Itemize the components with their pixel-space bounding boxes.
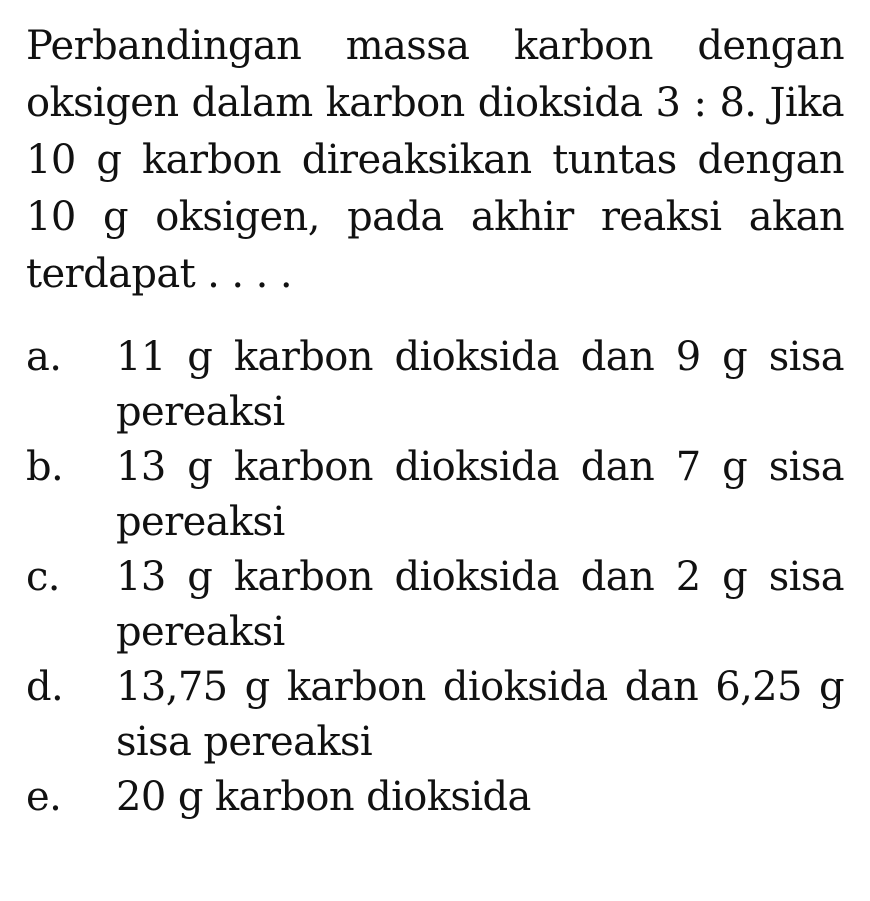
option-e[interactable] (26, 770, 844, 825)
option-text: 13 g karbon dioksida dan 2 g sisa pereaksi (116, 554, 844, 655)
option-d[interactable] (26, 660, 844, 770)
option-letter: b. (26, 444, 64, 490)
option-b[interactable] (26, 440, 844, 550)
option-text: 20 g karbon dioksida (116, 774, 531, 820)
option-letter: d. (26, 664, 64, 710)
question-text: Perbandingan massa karbon dengan oksigen dalam karbon dioksida 3 : 8. Jika 10 g karbon direaksikan tuntas dengan 10 g oksigen, pada akhir reaksi akan terdapat . . . . (26, 23, 844, 297)
option-c[interactable] (26, 550, 844, 660)
option-letter: c. (26, 554, 60, 600)
option-text: 13,75 g karbon dioksida dan 6,25 g sisa pereaksi (116, 664, 844, 765)
option-text: 13 g karbon dioksida dan 7 g sisa pereaksi (116, 444, 844, 545)
option-text: 11 g karbon dioksida dan 9 g sisa pereaksi (116, 334, 844, 435)
option-letter: a. (26, 334, 62, 380)
option-letter: e. (26, 774, 62, 820)
option-a[interactable] (26, 330, 844, 440)
answer-options (26, 330, 844, 825)
